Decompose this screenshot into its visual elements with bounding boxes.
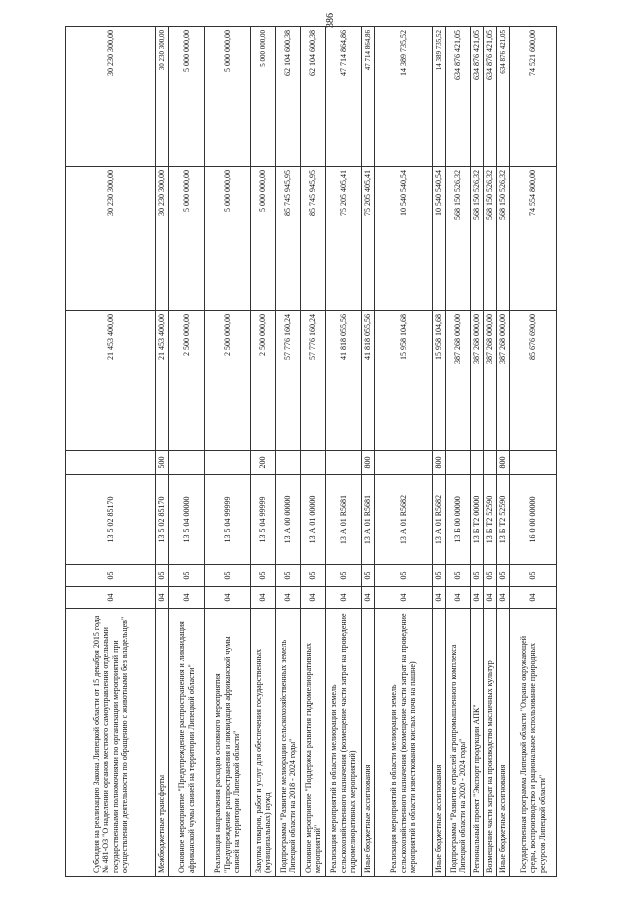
row-expense-type [471, 451, 484, 475]
row-value-1: 57 776 160,24 [276, 311, 301, 451]
row-target-code: 13 5 02 85170 [66, 475, 156, 565]
row-value-2: 10 540 540,54 [375, 167, 433, 311]
row-value-2: 5 000 000,00 [251, 167, 276, 311]
row-value-1: 85 676 690,00 [510, 311, 557, 451]
row-value-1: 21 453 400,00 [66, 311, 156, 451]
row-section: 04 [433, 587, 446, 609]
row-value-3: 30 230 300,00 [66, 27, 156, 167]
table-row [276, 27, 301, 877]
table-row [169, 27, 205, 877]
row-subsection: 05 [301, 565, 326, 587]
row-expense-type [66, 451, 156, 475]
row-section: 04 [375, 587, 433, 609]
row-section: 04 [66, 587, 156, 609]
page-number: 386 [325, 13, 336, 28]
table-row [66, 27, 156, 877]
table-row [510, 27, 557, 877]
row-name: Региональный проект "Экспорт продукции АПК" [471, 609, 484, 877]
row-subsection: 05 [484, 565, 497, 587]
row-name: Основное мероприятие "Предупреждение распространения и ликвидация африканской чумы свиней на территории Липецкой области" [169, 609, 205, 877]
row-value-3: 634 876 421,05 [446, 27, 471, 167]
row-subsection: 05 [169, 565, 205, 587]
row-target-code: 13 5 02 85170 [156, 475, 169, 565]
row-value-3: 634 876 421,05 [471, 27, 484, 167]
row-value-2: 30 230 300,00 [156, 167, 169, 311]
row-expense-type [169, 451, 205, 475]
row-name: Иные бюджетные ассигнования [433, 609, 446, 877]
row-section: 04 [497, 587, 510, 609]
row-value-1: 41 818 055,56 [326, 311, 362, 451]
row-section: 04 [471, 587, 484, 609]
row-value-2: 568 150 526,32 [471, 167, 484, 311]
row-value-2: 75 205 405,41 [362, 167, 375, 311]
row-value-2: 5 000 000,00 [205, 167, 251, 311]
row-name: Подпрограмма "Развитие отраслей агропромышленного комплекса Липецкой области на 2020 - 2024 годы" [446, 609, 471, 877]
table-row [362, 27, 375, 877]
row-value-1: 387 268 000,00 [446, 311, 471, 451]
row-value-2: 74 554 800,00 [510, 167, 557, 311]
row-expense-type: 800 [433, 451, 446, 475]
row-value-1: 41 818 055,56 [362, 311, 375, 451]
row-target-code: 13 А 01 R5681 [326, 475, 362, 565]
row-name: Межбюджетные трансферты [156, 609, 169, 877]
table-row [446, 27, 471, 877]
row-value-3: 5 000 000,00 [251, 27, 276, 167]
table-row [251, 27, 276, 877]
table-row [484, 27, 497, 877]
table-row [433, 27, 446, 877]
row-target-code: 13 А 01 R5682 [433, 475, 446, 565]
row-subsection: 05 [375, 565, 433, 587]
row-target-code: 13 А 01 R5681 [362, 475, 375, 565]
table-row [375, 27, 433, 877]
row-subsection: 05 [471, 565, 484, 587]
row-value-3: 30 230 300,00 [156, 27, 169, 167]
row-value-2: 568 150 526,32 [497, 167, 510, 311]
row-value-1: 57 776 160,24 [301, 311, 326, 451]
row-expense-type [326, 451, 362, 475]
row-value-1: 2 500 000,00 [169, 311, 205, 451]
row-value-2: 10 540 540,54 [433, 167, 446, 311]
table-container [65, 27, 557, 877]
row-target-code: 13 А 00 00000 [276, 475, 301, 565]
row-subsection: 05 [205, 565, 251, 587]
row-subsection: 05 [433, 565, 446, 587]
row-subsection: 05 [446, 565, 471, 587]
row-value-1: 15 958 104,68 [433, 311, 446, 451]
row-name: Основное мероприятие "Поддержка развития гидромелиоративных мероприятий" [301, 609, 326, 877]
table-row [471, 27, 484, 877]
row-value-2: 85 745 945,95 [301, 167, 326, 311]
row-value-2: 85 745 945,95 [276, 167, 301, 311]
row-section: 04 [276, 587, 301, 609]
row-expense-type [484, 451, 497, 475]
row-subsection: 05 [276, 565, 301, 587]
row-subsection: 05 [251, 565, 276, 587]
row-target-code: 13 Б T2 00000 [471, 475, 484, 565]
row-section: 04 [169, 587, 205, 609]
row-target-code: 13 Б T2 52590 [484, 475, 497, 565]
table-row [156, 27, 169, 877]
row-value-2: 75 205 405,41 [326, 167, 362, 311]
row-section: 04 [156, 587, 169, 609]
row-target-code: 13 5 04 99999 [251, 475, 276, 565]
row-target-code: 13 5 04 00000 [169, 475, 205, 565]
row-value-3: 5 000 000,00 [169, 27, 205, 167]
row-section: 04 [446, 587, 471, 609]
row-value-3: 14 389 735,52 [433, 27, 446, 167]
row-value-3: 14 389 735,52 [375, 27, 433, 167]
row-section: 04 [301, 587, 326, 609]
row-value-2: 568 150 526,32 [446, 167, 471, 311]
table-row [497, 27, 510, 877]
row-value-3: 74 521 600,00 [510, 27, 557, 167]
row-value-1: 387 268 000,00 [484, 311, 497, 451]
row-name: Государственная программа Липецкой области "Охрана окружающей среды, воспроизводство и рациональное использование природных ресурсов Липецкой области" [510, 609, 557, 877]
row-section: 04 [362, 587, 375, 609]
row-expense-type [276, 451, 301, 475]
row-target-code: 13 А 01 R5682 [375, 475, 433, 565]
row-value-1: 21 453 400,00 [156, 311, 169, 451]
table-row [326, 27, 362, 877]
row-value-1: 2 500 000,00 [205, 311, 251, 451]
row-expense-type [446, 451, 471, 475]
row-subsection: 05 [156, 565, 169, 587]
row-name: Иные бюджетные ассигнования [362, 609, 375, 877]
row-subsection: 05 [66, 565, 156, 587]
row-target-code: 13 Б T2 52590 [497, 475, 510, 565]
row-name: Подпрограмма "Развитие мелиорации сельскохозяйственных земель Липецкой области на 2018 - 2024 годы" [276, 609, 301, 877]
row-value-3: 5 000 000,00 [205, 27, 251, 167]
row-expense-type: 800 [497, 451, 510, 475]
row-value-1: 2 500 000,00 [251, 311, 276, 451]
row-value-1: 387 268 000,00 [497, 311, 510, 451]
row-value-3: 634 876 421,05 [484, 27, 497, 167]
row-value-3: 62 104 600,38 [301, 27, 326, 167]
row-expense-type [205, 451, 251, 475]
row-target-code: 13 5 04 99999 [205, 475, 251, 565]
row-value-1: 15 958 104,68 [375, 311, 433, 451]
row-expense-type: 500 [156, 451, 169, 475]
row-expense-type: 200 [251, 451, 276, 475]
row-section: 04 [510, 587, 557, 609]
row-target-code: 16 0 00 00000 [510, 475, 557, 565]
row-target-code: 13 А 01 00000 [301, 475, 326, 565]
row-name: Закупка товаров, работ и услуг для обеспечения государственных (муниципальных) нужд [251, 609, 276, 877]
row-expense-type [375, 451, 433, 475]
row-name: Реализация направления расходов основного мероприятия "Предупреждение распространения и ликвидация африканской чумы свиней на территории Липецкой области" [205, 609, 251, 877]
row-expense-type [510, 451, 557, 475]
row-subsection: 05 [326, 565, 362, 587]
row-name: Реализация мероприятий в области мелиорации земель сельскохозяйственного назначения (возмещение части затрат на проведение гидромелиоративных мероприятий) [326, 609, 362, 877]
rotated-table-frame [65, 27, 557, 877]
row-name: Субсидия на реализацию Закона Липецкой области от 15 декабря 2015 года № 481-ОЗ "О наделении органов местного самоуправления отдельными государственными полномочиями по организации мероприятий при осуществлении деятельности по обращению с животными без владельцев" [66, 609, 156, 877]
row-value-2: 30 230 300,00 [66, 167, 156, 311]
row-value-2: 5 000 000,00 [169, 167, 205, 311]
table-row [205, 27, 251, 877]
row-expense-type [301, 451, 326, 475]
row-value-3: 47 714 864,86 [362, 27, 375, 167]
row-section: 04 [484, 587, 497, 609]
row-name: Возмещение части затрат на производство масличных культур [484, 609, 497, 877]
row-section: 04 [205, 587, 251, 609]
row-value-3: 62 104 600,38 [276, 27, 301, 167]
row-subsection: 05 [510, 565, 557, 587]
row-value-3: 634 876 421,05 [497, 27, 510, 167]
row-value-3: 47 714 864,86 [326, 27, 362, 167]
row-name: Иные бюджетные ассигнования [497, 609, 510, 877]
row-target-code: 13 Б 00 00000 [446, 475, 471, 565]
row-subsection: 05 [497, 565, 510, 587]
row-section: 04 [326, 587, 362, 609]
row-value-2: 568 150 526,32 [484, 167, 497, 311]
row-subsection: 05 [362, 565, 375, 587]
row-name: Реализация мероприятий в области мелиорации земель сельскохозяйственного назначения (возмещение части затрат на проведение мероприятий в области известкования кислых почв на пашне) [375, 609, 433, 877]
row-section: 04 [251, 587, 276, 609]
table-row [301, 27, 326, 877]
budget-table [65, 26, 557, 877]
row-expense-type: 800 [362, 451, 375, 475]
row-value-1: 387 268 000,00 [471, 311, 484, 451]
